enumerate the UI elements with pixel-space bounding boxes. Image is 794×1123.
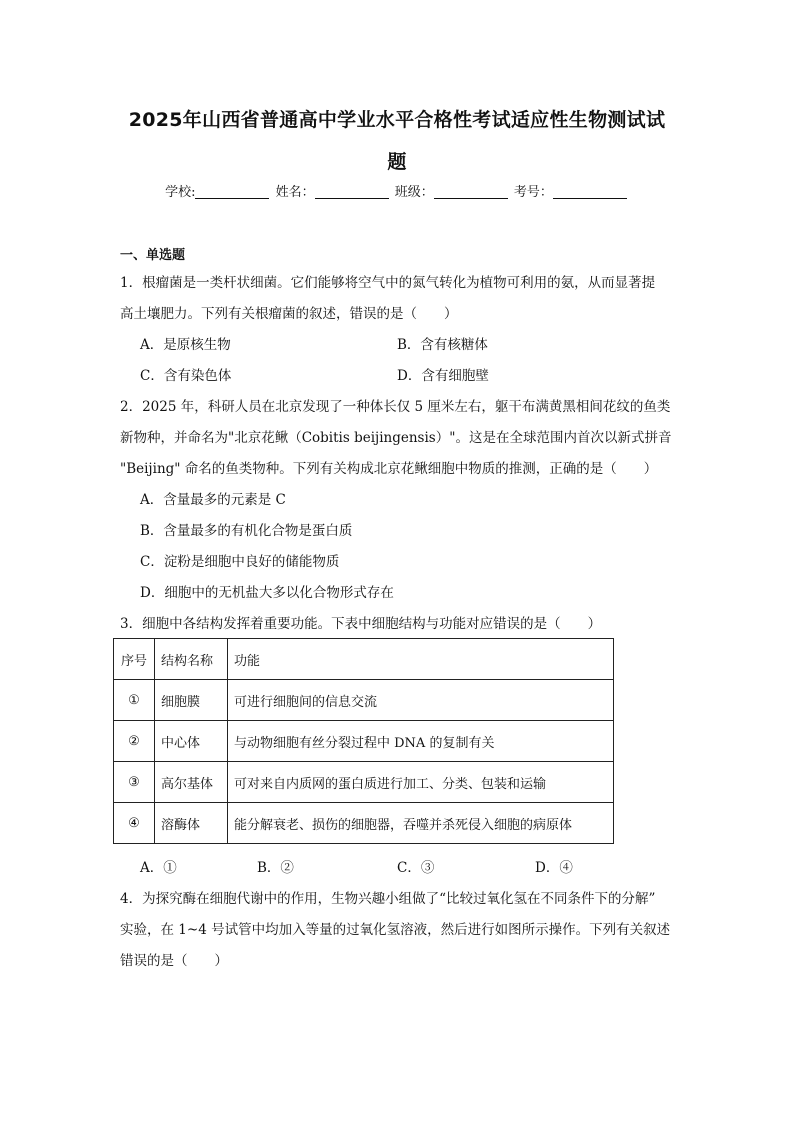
- cell-number: ①: [114, 680, 155, 721]
- cell-structure: 高尔基体: [155, 762, 228, 803]
- table-row: [114, 762, 614, 803]
- q1-option-c: C．含有染色体: [140, 368, 232, 384]
- q1-stem-line2: 高土壤肥力。下列有关根瘤菌的叙述，错误的是（ ）: [120, 306, 458, 322]
- school-label: 学校:: [165, 185, 196, 200]
- q2-stem-line3: "Beijing" 命名的鱼类物种。下列有关构成北京花鳅细胞中物质的推测，正确的是（ ）: [120, 461, 658, 477]
- header-function: 功能: [228, 639, 614, 680]
- cell-function: 能分解衰老、损伤的细胞器，吞噬并杀死侵入细胞的病原体: [228, 803, 614, 844]
- q3-option-b: B．②: [257, 860, 294, 876]
- q1-option-b: B．含有核糖体: [397, 337, 488, 353]
- q1-option-d: D．含有细胞壁: [397, 368, 489, 384]
- class-label: 班级：: [394, 185, 434, 200]
- structure-function-table: [113, 638, 614, 844]
- table-row: [114, 721, 614, 762]
- q1-stem-line1: 1．根瘤菌是一类杆状细菌。它们能够将空气中的氮气转化为植物可利用的氨，从而显著提: [120, 275, 656, 291]
- cell-structure: 中心体: [155, 721, 228, 762]
- cell-number: ④: [114, 803, 155, 844]
- table-row: [114, 680, 614, 721]
- table-row: [114, 803, 614, 844]
- table-header-row: [114, 639, 614, 680]
- cell-structure: 细胞膜: [155, 680, 228, 721]
- class-blank: [434, 185, 508, 199]
- q3-option-d: D．④: [535, 860, 573, 876]
- cell-structure: 溶酶体: [155, 803, 228, 844]
- q3-stem: 3．细胞中各结构发挥着重要功能。下表中细胞结构与功能对应错误的是（ ）: [120, 616, 602, 632]
- header-structure: 结构名称: [155, 639, 228, 680]
- q3-option-a: A．①: [140, 860, 177, 876]
- q4-stem-line2: 实验，在 1~4 号试管中均加入等量的过氧化氢溶液，然后进行如图所示操作。下列有关叙述: [120, 922, 671, 938]
- cell-function: 可对来自内质网的蛋白质进行加工、分类、包装和运输: [228, 762, 614, 803]
- cell-function: 与动物细胞有丝分裂过程中 DNA 的复制有关: [228, 721, 614, 762]
- q1-option-a: A．是原核生物: [140, 337, 231, 353]
- q3-option-c: C．③: [397, 860, 435, 876]
- q2-stem-line1: 2．2025 年，科研人员在北京发现了一种体长仅 5 厘米左右，躯干布满黄黑相间花纹的鱼类: [120, 399, 671, 415]
- cell-number: ②: [114, 721, 155, 762]
- school-blank: [195, 185, 269, 199]
- exam-number-label: 考号：: [513, 185, 553, 200]
- name-blank: [315, 185, 389, 199]
- q2-option-c: C．淀粉是细胞中良好的储能物质: [140, 554, 340, 570]
- student-info-line: [0, 181, 794, 200]
- cell-function: 可进行细胞间的信息交流: [228, 680, 614, 721]
- q4-stem-line3: 错误的是（ ）: [120, 953, 228, 969]
- exam-number-blank: [553, 185, 627, 199]
- q2-option-b: B．含量最多的有机化合物是蛋白质: [140, 523, 353, 539]
- q2-stem-line2: 新物种，并命名为"北京花鳅（Cobitis beijingensis）"。这是在全球范围内首次以新式拼音: [120, 430, 672, 446]
- name-label: 姓名：: [275, 185, 315, 200]
- page-title: 2025年山西省普通高中学业水平合格性考试适应性生物测试试: [128, 109, 666, 131]
- cell-number: ③: [114, 762, 155, 803]
- q2-option-a: A．含量最多的元素是 C: [140, 492, 286, 508]
- q4-stem-line1: 4．为探究酶在细胞代谢中的作用，生物兴趣小组做了“比较过氧化氢在不同条件下的分解”: [120, 891, 656, 907]
- q2-option-d: D．细胞中的无机盐大多以化合物形式存在: [140, 585, 394, 601]
- section-heading: 一、单选题: [120, 248, 186, 263]
- header-number: 序号: [114, 639, 155, 680]
- page-title-continued: 题: [387, 151, 407, 173]
